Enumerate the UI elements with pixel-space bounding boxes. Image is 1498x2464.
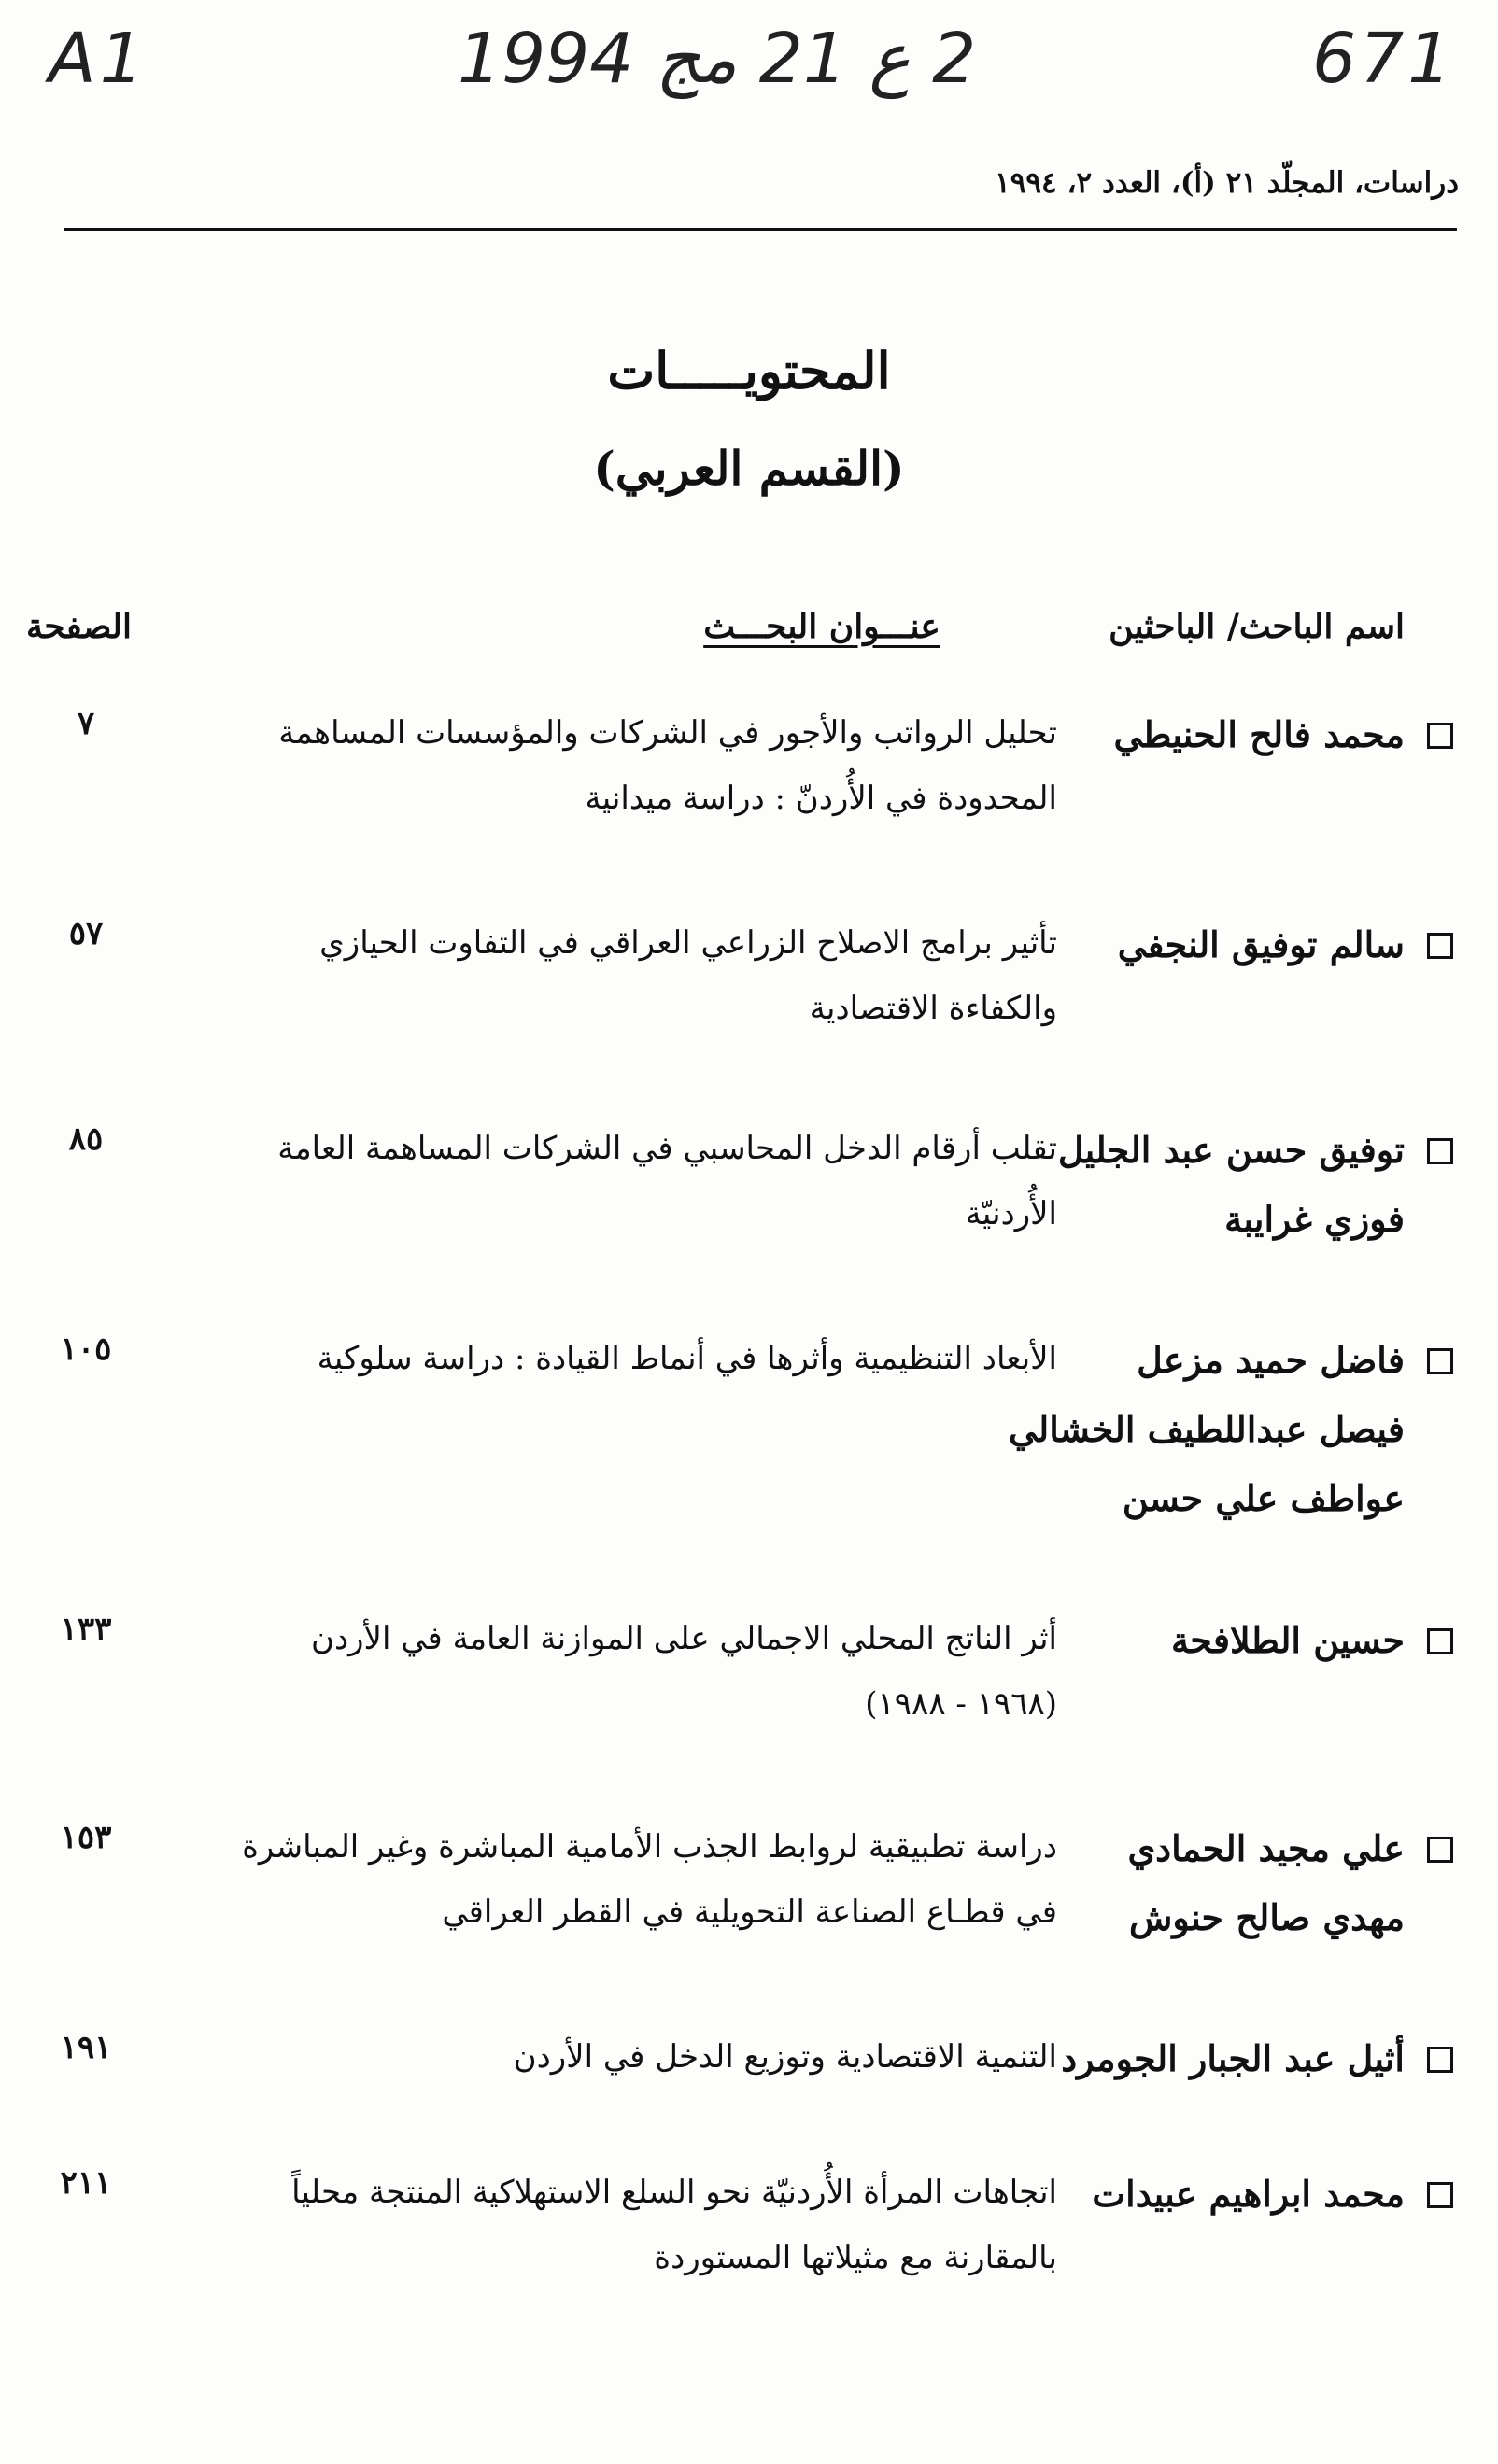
entry-authors [1096,1814,1405,1952]
column-header-page: الصفحة [26,607,132,646]
entry-title: تأثير برامج الاصلاح الزراعي العراقي في التفاوت الحيازي والكفاءة الاقتصادية [319,924,1057,1027]
journal-header: دراسات، المجلّد ٢١ (أ)، العدد ٢، ١٩٩٤ [995,166,1459,200]
author-name: فاضل حميد مزعل [1137,1339,1405,1381]
entry-page-number: ١٠٥ [60,1331,112,1368]
entry-page-number: ٥٧ [68,915,104,952]
author-name: سالم توفيق النجفي [1117,923,1405,965]
author-name: أثيل عبد الجبار الجومرد [1061,2037,1405,2079]
toc-entry [0,2160,1498,2346]
author-name: توفيق حسن عبد الجليل [1057,1129,1405,1171]
entry-authors [1057,1116,1405,1254]
toc-entry [0,910,1498,1097]
entry-page-number: ١٩١ [60,2029,112,2066]
toc-entry [0,1326,1498,1519]
header-rule [64,228,1457,231]
entry-page-number: ٧ [77,705,95,742]
author-name: فيصل عبداللطيف الخشالي [1009,1408,1405,1450]
entry-page-number: ١٣٣ [60,1611,112,1648]
entry-authors [1096,1606,1405,1675]
page-subtitle: (القسم العربي) [593,441,905,496]
toc-entry [0,700,1498,887]
author-name: عواطف علي حسن [1122,1477,1405,1519]
entry-title: التنمية الاقتصادية وتوزيع الدخل في الأردن [513,2038,1057,2076]
handwritten-page-number: 671 [1312,19,1456,99]
entry-title: الأبعاد التنظيمية وأثرها في أنماط القيادة : دراسة سلوكية [317,1340,1057,1377]
handwritten-code-left: A1 [49,19,148,99]
checkbox-icon [1427,2047,1453,2073]
column-header-title: عنـــوان البحـــث [703,607,940,646]
checkbox-icon [1427,933,1453,959]
page-title: المحتويـــــات [607,341,891,401]
checkbox-icon [1427,2182,1453,2208]
toc-entry [0,1606,1498,1793]
author-name: محمد ابراهيم عبيدات [1092,2173,1405,2215]
entry-title: دراسة تطبيقية لروابط الجذب الأمامية المباشرة وغير المباشرة في قطـاع الصناعة التحويلية في القطر العراقي [242,1828,1057,1931]
entry-authors [1009,1326,1405,1533]
checkbox-icon [1427,723,1453,749]
checkbox-icon [1427,1348,1453,1374]
entry-title: تقلب أرقام الدخل المحاسبي في الشركات المساهمة العامة الأُردنيّة [277,1130,1057,1232]
checkbox-icon [1427,1138,1453,1164]
author-name: حسين الطلافحة [1170,1619,1405,1661]
handwritten-volume-note: 2 ع 21 مج 1994 [458,19,977,99]
author-name: مهدي صالح حنوش [1129,1896,1405,1938]
entry-authors [1092,2160,1405,2229]
checkbox-icon [1427,1628,1453,1654]
entry-authors [1096,910,1405,979]
author-name: فوزي غرايبة [1224,1198,1405,1240]
entry-page-number: ٨٥ [68,1120,104,1158]
entry-authors [1061,2024,1405,2093]
entry-authors [1096,700,1405,769]
author-name: محمد فالح الحنيطي [1113,713,1405,755]
checkbox-icon [1427,1837,1453,1863]
entry-title: أثر الناتج المحلي الاجمالي على الموازنة العامة في الأردن (١٩٦٨ - ١٩٨٨) [311,1620,1057,1723]
entry-title: اتجاهات المرأة الأُردنيّة نحو السلع الاستهلاكية المنتجة محلياً بالمقارنة مع مثيلاتها المستوردة [291,2174,1057,2276]
entry-page-number: ٢١١ [60,2164,112,2202]
entry-title: تحليل الرواتب والأجور في الشركات والمؤسسات المساهمة المحدودة في الأُردنّ : دراسة ميدانية [278,714,1057,817]
column-header-author: اسم الباحث/ الباحثين [1109,607,1405,646]
toc-entry [0,1116,1498,1302]
toc-entry [0,1814,1498,2001]
entry-page-number: ١٥٣ [60,1819,112,1856]
author-name: علي مجيد الحمادي [1127,1827,1405,1869]
